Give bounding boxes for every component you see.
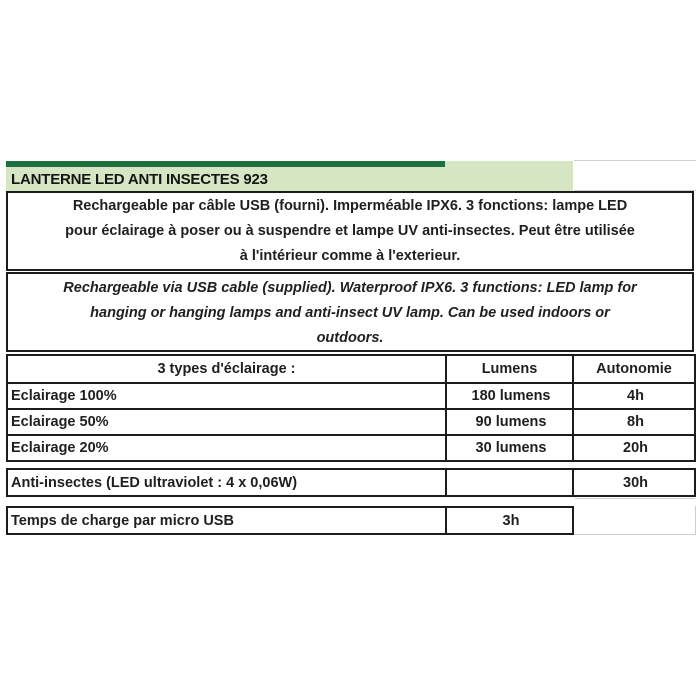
row-autonomy: 8h [573, 409, 695, 435]
row-autonomy: 20h [573, 435, 695, 461]
table-row [7, 469, 695, 496]
row-label: Eclairage 50% [7, 409, 446, 435]
row-lumens: 180 lumens [446, 383, 573, 409]
description-english-line: outdoors. [316, 330, 384, 346]
row-autonomy: 30h [573, 469, 695, 496]
column-header-type: 3 types d'éclairage : [7, 355, 446, 383]
charge-time-table [6, 506, 574, 535]
column-header-autonomy: Autonomie [573, 355, 695, 383]
row-label: Anti-insectes (LED ultraviolet : 4 x 0,06W) [7, 469, 446, 496]
row-lumens: 30 lumens [446, 435, 573, 461]
row-value: 3h [446, 507, 573, 534]
description-english-line: Rechargeable via USB cable (supplied). Waterproof IPX6. 3 functions: LED lamp for [63, 280, 637, 296]
anti-insect-table [6, 468, 696, 497]
gridline [695, 506, 696, 535]
gridline [574, 160, 696, 161]
description-french [6, 191, 694, 271]
table-row [7, 507, 573, 534]
header-green-bar [6, 161, 445, 167]
table-row [7, 383, 695, 409]
gridline [575, 498, 695, 499]
gridline [574, 534, 696, 535]
table-header-row [7, 355, 695, 383]
product-title: LANTERNE LED ANTI INSECTES 923 [11, 171, 268, 188]
row-lumens-empty [446, 469, 573, 496]
table-row [7, 435, 695, 461]
description-french-line: à l'intérieur comme à l'exterieur. [239, 248, 461, 264]
row-label: Temps de charge par micro USB [7, 507, 446, 534]
gridline [574, 190, 696, 191]
row-label: Eclairage 20% [7, 435, 446, 461]
row-lumens: 90 lumens [446, 409, 573, 435]
column-header-lumens: Lumens [446, 355, 573, 383]
description-english [6, 272, 694, 352]
description-french-line: Rechargeable par câble USB (fourni). Imperméable IPX6. 3 fonctions: lampe LED [72, 198, 628, 214]
table-row [7, 409, 695, 435]
row-autonomy: 4h [573, 383, 695, 409]
description-french-line: pour éclairage à poser ou à suspendre et lampe UV anti-insectes. Peut être utilisée [65, 223, 635, 239]
description-english-line: hanging or hanging lamps and anti-insect UV lamp. Can be used indoors or [90, 305, 610, 321]
lighting-spec-table [6, 354, 696, 462]
row-label: Eclairage 100% [7, 383, 446, 409]
